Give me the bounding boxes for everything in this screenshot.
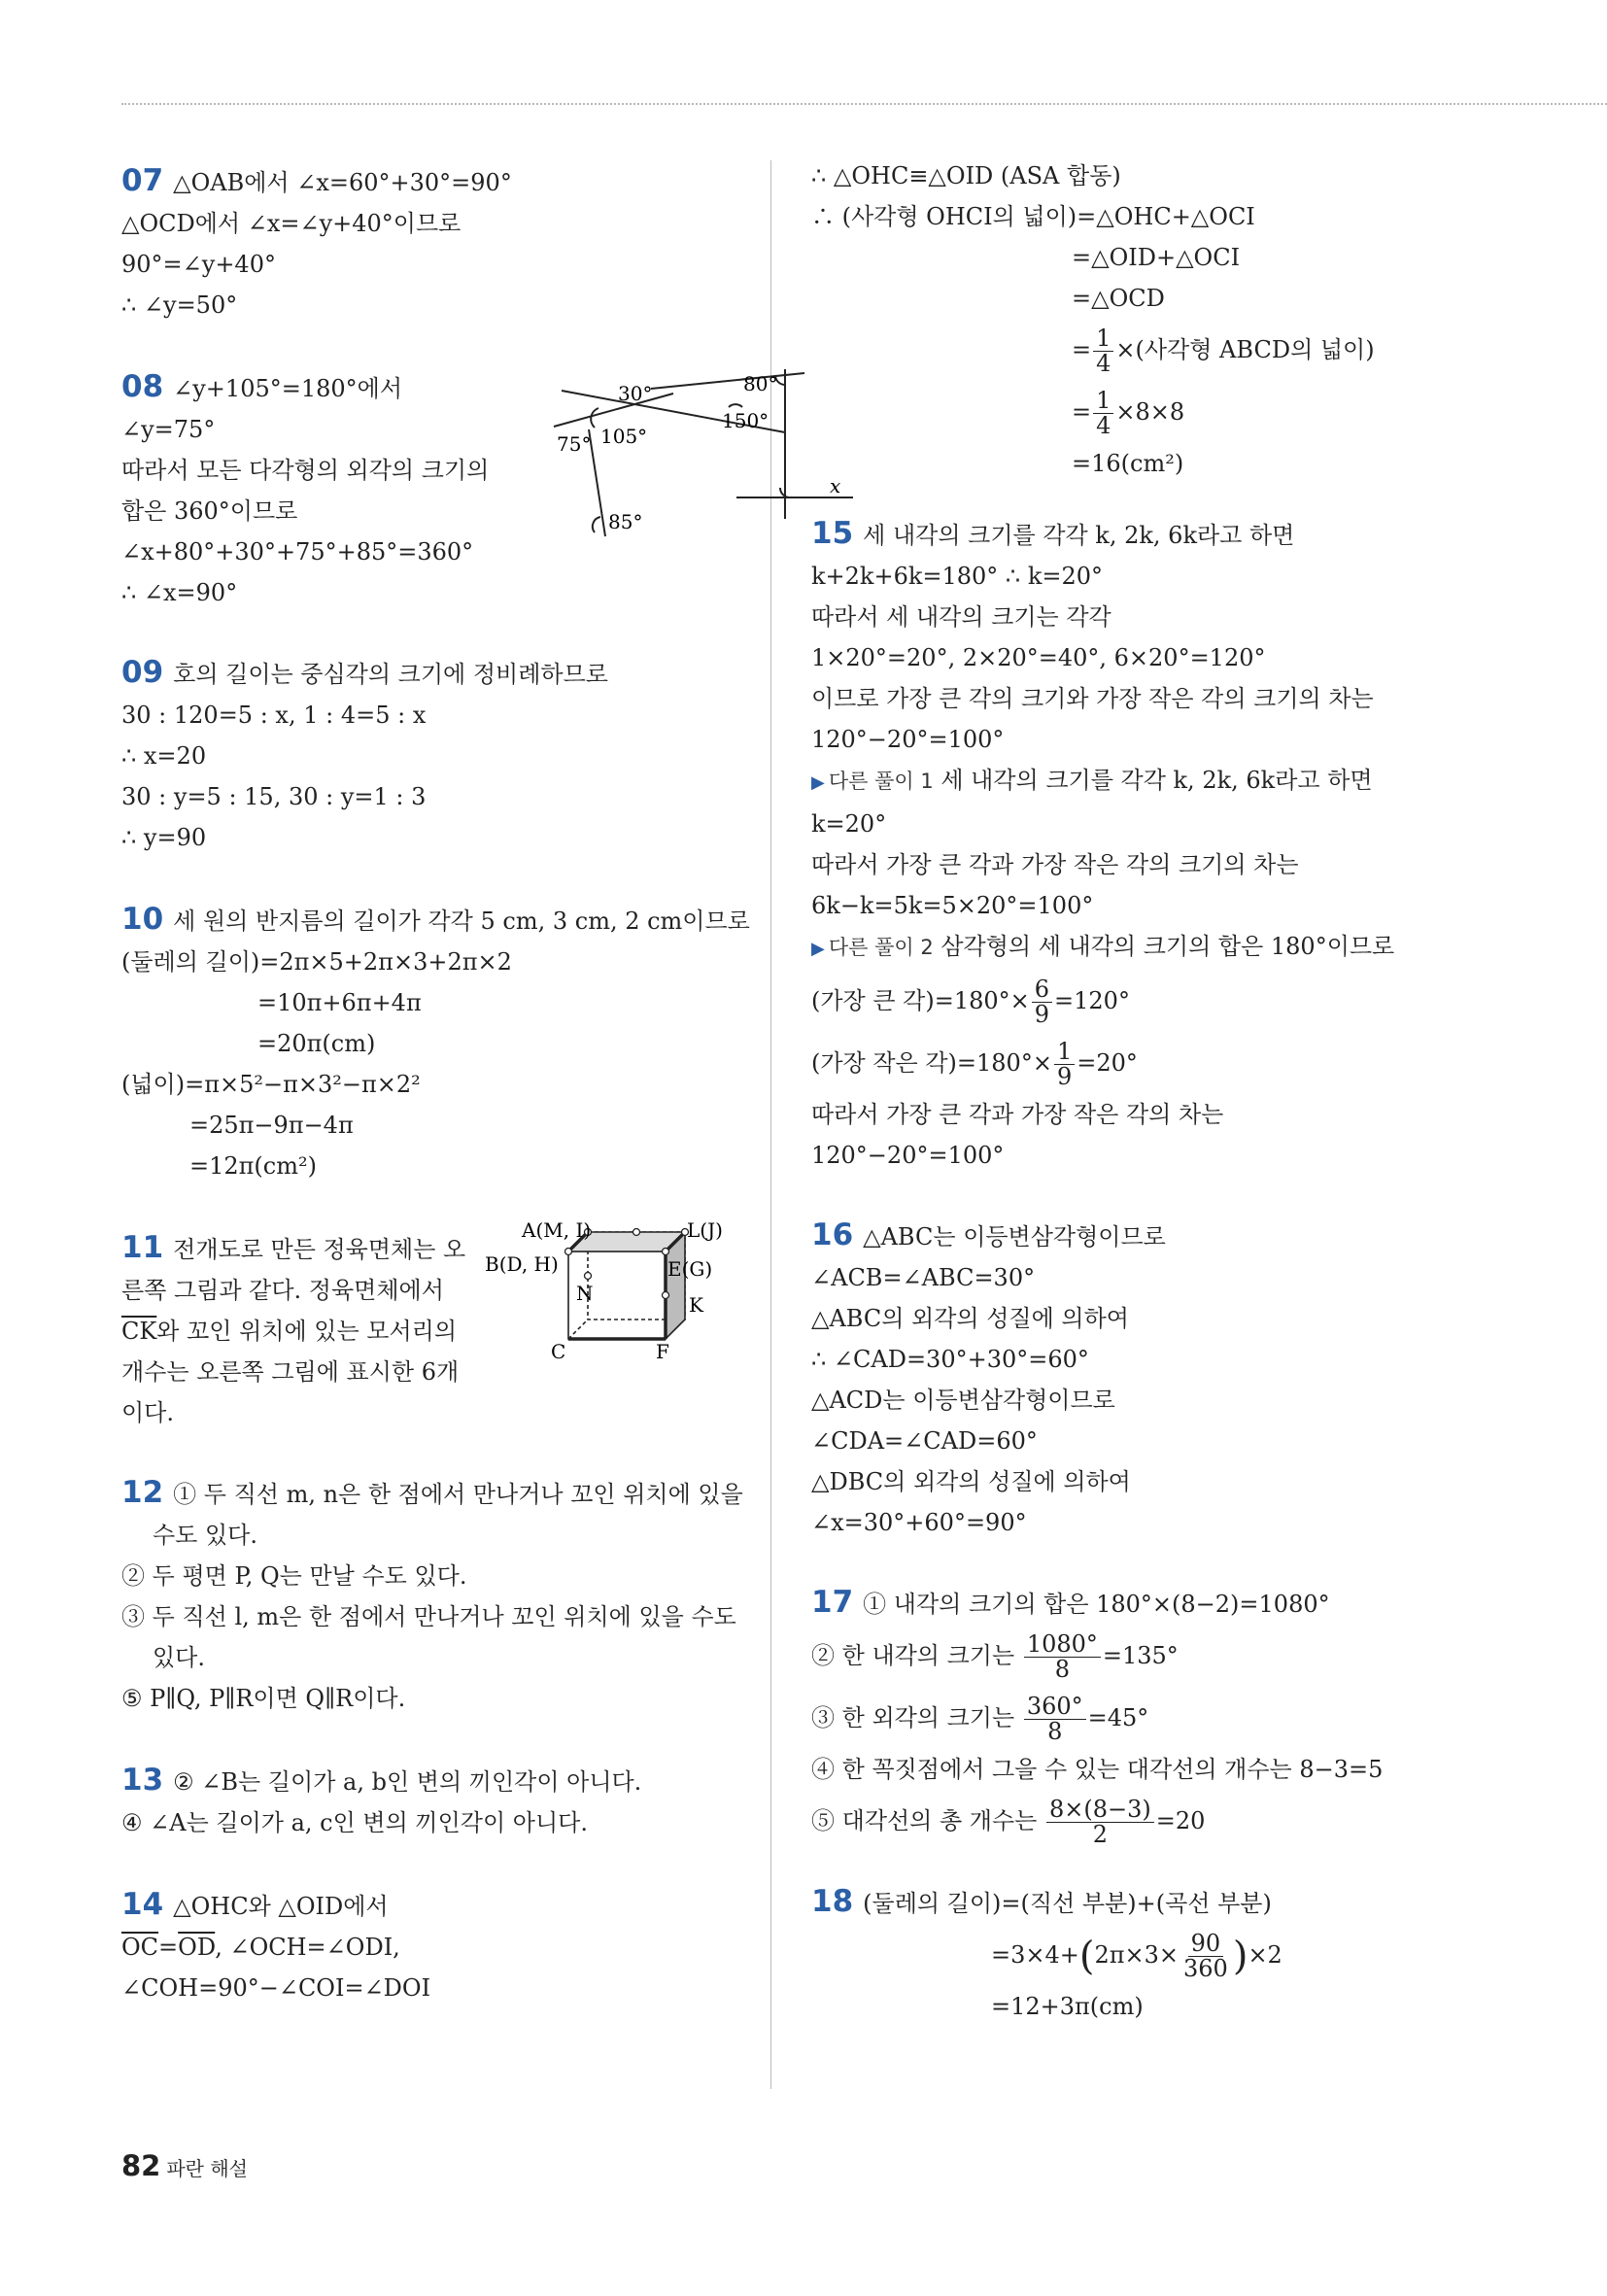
text-line: =3×4+ <box>991 1941 1079 1969</box>
angle-label: x <box>830 474 841 497</box>
problem-08 <box>121 366 841 611</box>
text-line: (가장 큰 각)=180°× <box>811 987 1030 1014</box>
left-paren: ( <box>1078 1934 1095 1979</box>
alt-solution-2-label <box>811 936 934 959</box>
vertex-label: B(D, H) <box>485 1252 559 1276</box>
numerator: 1 <box>1093 326 1113 352</box>
footer-label: 파란 해설 <box>166 2157 248 2180</box>
denominator: 9 <box>1034 1001 1050 1028</box>
problem-17 <box>811 1582 1569 1852</box>
fraction <box>1180 1929 1231 1982</box>
text-line: ① 내각의 크기의 합은 180°×(8−2)=1080° <box>863 1591 1330 1618</box>
denominator: 4 <box>1096 412 1111 439</box>
text-line: 따라서 가장 큰 각과 가장 작은 각의 크기의 차는 <box>811 851 1299 878</box>
text-line: k=20° <box>811 810 887 838</box>
text-line: 세 내각의 크기를 각각 k, 2k, 6k라고 하면 <box>940 767 1373 794</box>
text-line: =△OCD <box>1072 285 1165 312</box>
denominator: 9 <box>1056 1063 1073 1090</box>
top-dotted-rule <box>121 103 1607 105</box>
numerator: 90 <box>1188 1932 1224 1957</box>
fraction <box>1093 386 1113 439</box>
segment-od: $\overline{OD}$ <box>178 1934 216 1961</box>
text-line: △OCD에서 ∠x=∠y+40°이므로 <box>121 210 462 237</box>
text-line: 개수는 오른쪽 그림에 표시한 6개 <box>121 1358 460 1386</box>
problem-15 <box>811 513 1569 1176</box>
right-paren: ) <box>1232 1934 1248 1979</box>
text-line: ∴ y=90 <box>121 824 207 851</box>
text-line: △ABC는 이등변삼각형이므로 <box>863 1223 1166 1251</box>
angle-label: 75° <box>557 432 592 456</box>
text-line: △ABC의 외각의 성질에 의하여 <box>811 1305 1129 1332</box>
text-line: ① 두 직선 m, n은 한 점에서 만나거나 꼬인 위치에 있을 <box>173 1481 743 1508</box>
vertex-label: E(G) <box>667 1257 713 1281</box>
fraction <box>1093 326 1113 376</box>
text-line: 있다. <box>153 1644 205 1671</box>
text-line: 1×20°=20°, 2×20°=40°, 6×20°=120° <box>811 644 1266 671</box>
problem-number: 11 <box>121 1230 164 1265</box>
vertex-label: K <box>689 1293 703 1317</box>
text-line: ② 한 내각의 크기는 <box>811 1642 1022 1669</box>
text-line: (넓이)=π×5²−π×3²−π×2² <box>121 1071 421 1098</box>
angle-label: 105° <box>600 425 648 448</box>
text-line: ×(사각형 ABCD의 넓이) <box>1115 336 1375 363</box>
text-line: ∴ ∠y=50° <box>121 291 238 319</box>
problem-13 <box>121 1760 743 1843</box>
problem-16 <box>811 1215 1569 1543</box>
angle-label: 150° <box>722 409 769 432</box>
denominator: 4 <box>1096 350 1111 377</box>
text-line: 30 : 120=5 : x, 1 : 4=5 : x <box>121 702 427 729</box>
text-line: ② ∠B는 길이가 a, b인 변의 끼인각이 아니다. <box>173 1768 642 1796</box>
arrow-icon: ▶ <box>811 939 825 959</box>
problem-number: 18 <box>811 1884 854 1919</box>
fraction <box>1024 1629 1101 1683</box>
text-line: =25π−9π−4π <box>189 1112 354 1139</box>
text-line: 따라서 세 내각의 크기는 각각 <box>811 603 1111 631</box>
text-line: 른쪽 그림과 같다. 정육면체에서 <box>121 1277 444 1304</box>
text-line: ⑤ 대각선의 총 개수는 <box>811 1807 1044 1834</box>
fraction <box>1032 977 1052 1027</box>
vertex-label: L(J) <box>687 1222 723 1242</box>
text-line: ∠COH=90°−∠COI=∠DOI <box>121 1974 431 2002</box>
text-line: , ∠OCH=∠ODI, <box>215 1934 400 1961</box>
numerator: 1080° <box>1024 1632 1101 1658</box>
text-line: 30 : y=5 : 15, 30 : y=1 : 3 <box>121 783 427 810</box>
text-line: 이므로 가장 큰 각의 크기와 가장 작은 각의 크기의 차는 <box>811 685 1374 712</box>
denominator: 8 <box>1047 1718 1063 1745</box>
text-line: 합은 360°이므로 <box>121 497 298 525</box>
problem-10 <box>121 899 750 1186</box>
segment-ck: $\overline{CK}$ <box>121 1318 157 1345</box>
text-line: =16(cm²) <box>1072 450 1184 477</box>
problem-number: 12 <box>121 1475 164 1510</box>
text-line: = <box>1072 336 1092 363</box>
text-line: ∴ ∠CAD=30°+30°=60° <box>811 1346 1089 1373</box>
text-line: k+2k+6k=180° ∴ k=20° <box>811 563 1104 590</box>
numerator: 360° <box>1024 1695 1086 1720</box>
problem-12 <box>121 1472 743 1719</box>
problem-number: 17 <box>811 1585 854 1620</box>
problem-14-continued <box>811 155 1569 484</box>
text-line: 2π×3× <box>1094 1941 1180 1969</box>
text-line: =12π(cm²) <box>189 1152 317 1180</box>
text-line: 세 내각의 크기를 각각 k, 2k, 6k라고 하면 <box>863 522 1295 549</box>
angle-label: 85° <box>608 510 643 533</box>
text-line: ×2 <box>1248 1941 1282 1969</box>
numerator: 8×(8−3) <box>1046 1798 1154 1823</box>
segment-oc: $\overline{OC}$ <box>121 1934 159 1961</box>
text-line: 120°−20°=100° <box>811 726 1005 753</box>
problem-09 <box>121 652 743 858</box>
text-line: 따라서 가장 큰 각과 가장 작은 각의 차는 <box>811 1101 1224 1128</box>
alt-label-text: 다른 풀이 1 <box>828 770 934 793</box>
text-line: 6k−k=5k=5×20°=100° <box>811 892 1094 919</box>
text-line: ∠y+105°=180°에서 <box>173 375 403 402</box>
problem-18 <box>811 1881 1569 2027</box>
text-line: △OHC와 △OID에서 <box>173 1893 389 1920</box>
text-line: 이다. <box>121 1399 174 1426</box>
text-line: ④ ∠A는 길이가 a, c인 변의 끼인각이 아니다. <box>121 1809 588 1836</box>
polygon-figure <box>503 361 863 541</box>
fraction <box>1024 1692 1086 1745</box>
arrow-icon: ▶ <box>811 772 825 793</box>
text-line: (가장 작은 각)=180°× <box>811 1049 1052 1077</box>
problem-14 <box>121 1884 743 2008</box>
text-line: △OAB에서 ∠x=60°+30°=90° <box>173 169 512 196</box>
vertex-label: A(M, I) <box>522 1222 592 1242</box>
text-line: ∠x=30°+60°=90° <box>811 1509 1027 1536</box>
denominator: 360 <box>1183 1955 1228 1982</box>
text-line: =△OID+△OCI <box>1072 244 1241 271</box>
angle-label: 30° <box>618 382 653 405</box>
alt-solution-1-label <box>811 770 934 793</box>
text-line: 90°=∠y+40° <box>121 251 276 278</box>
text-line: ×8×8 <box>1115 398 1185 426</box>
text-line: =10π+6π+4π <box>257 989 422 1016</box>
vertex-label: F <box>656 1340 669 1363</box>
problem-number: 16 <box>811 1217 854 1252</box>
text-line: 120°−20°=100° <box>811 1142 1005 1169</box>
text-line: =20° <box>1077 1049 1138 1077</box>
problem-number: 07 <box>121 163 164 198</box>
text-line: =135° <box>1102 1642 1179 1669</box>
problem-number: 13 <box>121 1763 164 1798</box>
denominator: 2 <box>1092 1821 1109 1848</box>
text-line: 수도 있다. <box>153 1522 257 1549</box>
text-line: 와 꼬인 위치에 있는 모서리의 <box>156 1318 458 1345</box>
page-footer <box>121 2149 248 2182</box>
text-line: ③ 두 직선 l, m은 한 점에서 만나거나 꼬인 위치에 있을 수도 <box>121 1603 736 1630</box>
cube-figure <box>481 1222 743 1378</box>
problem-number: 14 <box>121 1887 164 1922</box>
fraction <box>1054 1037 1075 1090</box>
problem-number: 08 <box>121 369 164 404</box>
denominator: 8 <box>1054 1656 1070 1683</box>
numerator: 6 <box>1032 977 1052 1003</box>
problem-number: 09 <box>121 655 164 690</box>
vertex-label: N <box>576 1282 594 1305</box>
numerator: 1 <box>1093 389 1113 414</box>
text-line: ∴ x=20 <box>121 742 207 770</box>
fraction <box>1046 1795 1154 1848</box>
text-line: =20π(cm) <box>257 1030 376 1057</box>
page-number: 82 <box>121 2149 161 2182</box>
text-line: ∠y=75° <box>121 416 216 443</box>
problem-07 <box>121 160 743 326</box>
numerator: 1 <box>1054 1040 1075 1065</box>
text-line: 전개도로 만든 정육면체는 오 <box>173 1236 466 1263</box>
text-line: ∴ ∠x=90° <box>121 579 238 606</box>
text-line: =120° <box>1054 987 1130 1014</box>
right-column <box>811 155 1569 2027</box>
text-line: 삼각형의 세 내각의 크기의 합은 180°이므로 <box>940 933 1395 960</box>
text-line: (둘레의 길이)=(직선 부분)+(곡선 부분) <box>863 1890 1272 1917</box>
text-line: ∠ACB=∠ABC=30° <box>811 1264 1036 1291</box>
alt-label-text: 다른 풀이 2 <box>828 936 934 959</box>
text-line: ∠CDA=∠CAD=60° <box>811 1427 1038 1455</box>
text-line: 세 원의 반지름의 길이가 각각 5 cm, 3 cm, 2 cm이므로 <box>173 908 750 935</box>
text-line: =45° <box>1087 1704 1149 1731</box>
text-line: 호의 길이는 중심각의 크기에 정비례하므로 <box>173 661 608 688</box>
text-line: = <box>1072 398 1092 426</box>
text-line: ∠x+80°+30°+75°+85°=360° <box>121 538 474 565</box>
vertex-label: C <box>551 1340 566 1363</box>
angle-label: 80° <box>743 372 778 395</box>
problem-number: 10 <box>121 902 164 937</box>
text-line: ④ 한 꼭짓점에서 그을 수 있는 대각선의 개수는 8−3=5 <box>811 1756 1384 1783</box>
text-line: ② 두 평면 P, Q는 만날 수도 있다. <box>121 1562 467 1590</box>
text-line: =20 <box>1155 1807 1206 1834</box>
text-line: =12+3π(cm) <box>991 1993 1144 2020</box>
problem-number: 15 <box>811 516 854 551</box>
text-line: = <box>158 1934 179 1961</box>
problem-11 <box>121 1222 743 1431</box>
text-line: (둘레의 길이)=2π×5+2π×3+2π×2 <box>121 948 512 976</box>
text-line: ③ 한 외각의 크기는 <box>811 1704 1022 1731</box>
text-line: △ACD는 이등변삼각형이므로 <box>811 1387 1115 1414</box>
text-line: ∴ (사각형 OHCI의 넓이)=△OHC+△OCI <box>811 203 1255 230</box>
text-line: 따라서 모든 다각형의 외각의 크기의 <box>121 457 490 484</box>
text-line: △DBC의 외각의 성질에 의하여 <box>811 1468 1131 1495</box>
text-line: ⑤ P∥Q, P∥R이면 Q∥R이다. <box>121 1685 406 1712</box>
text-line: ∴ △OHC≡△OID (ASA 합동) <box>811 162 1121 189</box>
